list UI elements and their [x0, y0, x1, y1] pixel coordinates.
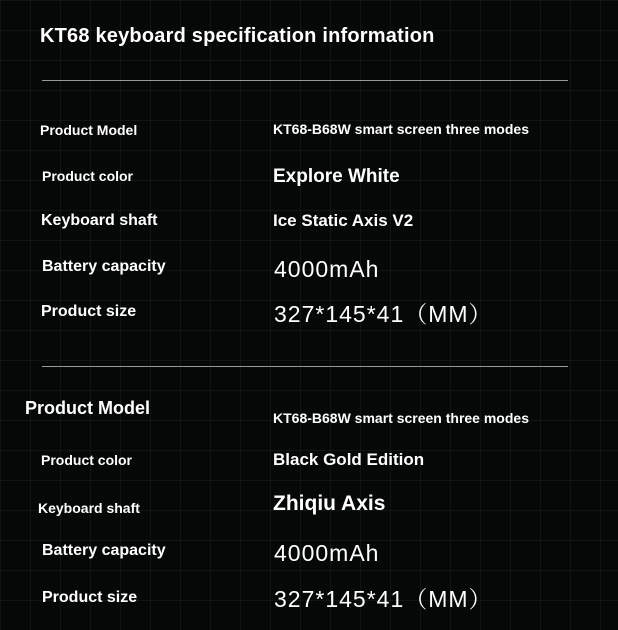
spec-value-product-color: Explore White: [273, 166, 400, 187]
spec-label-keyboard-shaft: Keyboard shaft: [38, 500, 140, 516]
spec-value-battery-capacity: 4000mAh: [274, 256, 380, 282]
spec-label-product-color: Product color: [42, 168, 134, 184]
spec-value-product-model: KT68-B68W smart screen three modes: [273, 410, 529, 426]
spec-value-battery-capacity: 4000mAh: [274, 540, 380, 566]
spec-label-keyboard-shaft: Keyboard shaft: [41, 212, 158, 229]
spec-label-product-size: Product size: [41, 303, 137, 320]
section-divider: [42, 366, 568, 367]
top-divider: [42, 80, 568, 81]
spec-value-product-size: 327*145*41（MM）: [274, 301, 493, 327]
spec-label-product-size: Product size: [42, 589, 138, 606]
spec-label-product-color: Product color: [41, 452, 133, 468]
spec-label-product-model: Product Model: [40, 122, 138, 138]
spec-value-product-model: KT68-B68W smart screen three modes: [273, 121, 529, 137]
spec-label-product-model: Product Model: [25, 398, 150, 418]
spec-label-battery-capacity: Battery capacity: [42, 542, 166, 559]
spec-value-keyboard-shaft: Ice Static Axis V2: [273, 211, 414, 230]
spec-value-product-size: 327*145*41（MM）: [274, 586, 493, 612]
page-title: KT68 keyboard specification information: [40, 25, 435, 47]
spec-value-product-color: Black Gold Edition: [273, 450, 425, 469]
spec-value-keyboard-shaft: Zhiqiu Axis: [273, 492, 386, 515]
spec-label-battery-capacity: Battery capacity: [42, 258, 166, 275]
